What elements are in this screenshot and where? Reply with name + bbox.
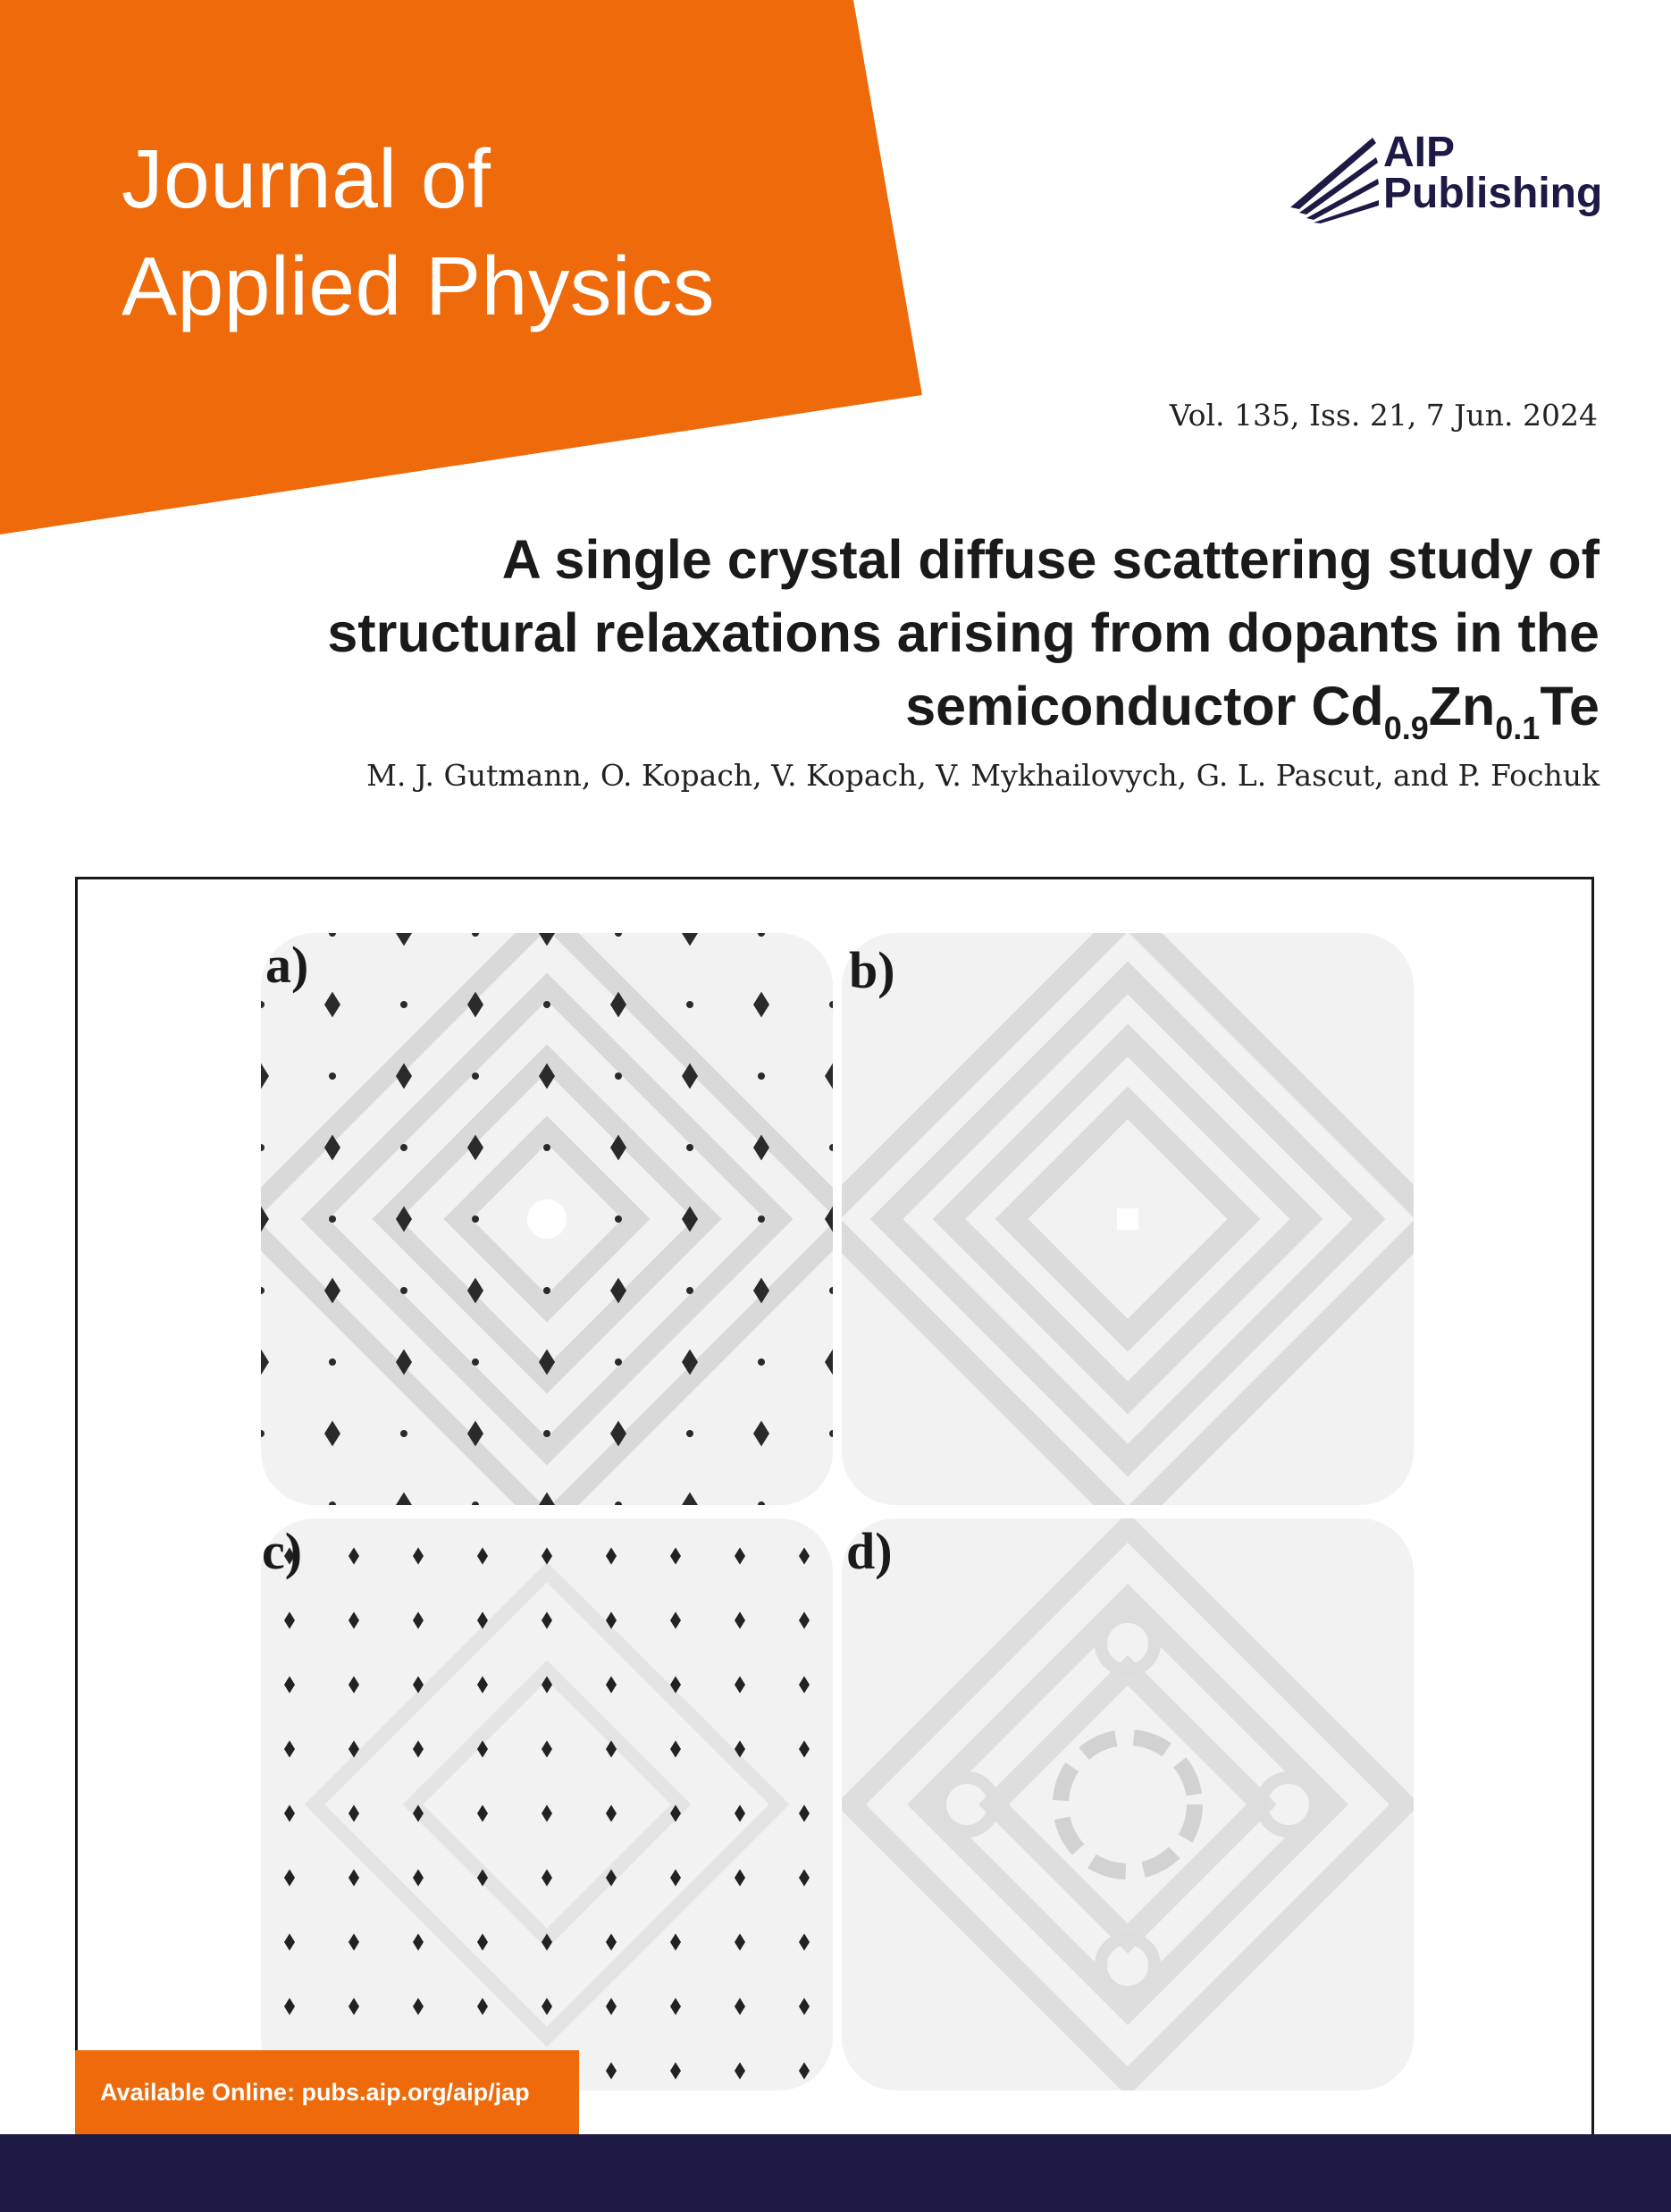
bragg-peak-small [400,1430,407,1437]
panel-d-image [842,1518,1414,2090]
journal-title [122,125,715,340]
bragg-peak-small [686,1001,693,1008]
bragg-peak-small [543,1430,550,1437]
author-list: M. J. Gutmann, O. Kopach, V. Kopach, V. Mykhailovych, G. L. Pascut, and P. Fochuk [366,758,1600,793]
bragg-peak-small [615,1358,622,1366]
bragg-peak-small [329,1358,336,1366]
bragg-peak [825,933,833,946]
beamstop [1117,1208,1138,1230]
bragg-peak-small [472,1215,479,1223]
bragg-peak-small [472,1072,479,1080]
bragg-peak-small [400,1001,407,1008]
publisher-wordmark [1383,129,1603,217]
bragg-peak-small [329,1215,336,1223]
cover-figure [75,877,1594,2137]
bragg-peak-small [615,1215,622,1223]
publisher-line2: Publishing [1383,170,1603,217]
panel-c-image [261,1518,833,2090]
bragg-peak-small [758,1215,765,1223]
panel-d-label: d) [846,1522,893,1580]
bragg-peak-small [400,1287,407,1294]
bragg-peak-small [686,1287,693,1294]
panel-c-label: c) [262,1522,303,1580]
bragg-peak-small [615,1072,622,1080]
bragg-peak-small [400,1144,407,1151]
bragg-peak-small [758,1072,765,1080]
bragg-peak-small [686,1430,693,1437]
bragg-peak-small [543,1144,550,1151]
article-title-line3 [98,669,1600,746]
bragg-peak-small [472,1358,479,1366]
available-online-badge[interactable]: Available Online: pubs.aip.org/aip/jap [75,2050,579,2134]
bragg-peak-small [686,1144,693,1151]
title-mid: Zn [1428,676,1496,736]
bragg-peak-small [329,1072,336,1080]
bragg-peak-small [543,1001,550,1008]
panel-b-label: b) [849,941,895,999]
publisher-line1: AIP [1383,129,1456,176]
title-sub2: 0.1 [1495,710,1541,746]
journal-title-line2: Applied Physics [122,240,715,332]
beamstop [527,1199,567,1239]
issue-info: Vol. 135, Iss. 21, 7 Jun. 2024 [1169,398,1598,433]
bragg-peak-small [758,1358,765,1366]
bragg-peak [825,1493,833,1505]
title-suffix: Te [1540,676,1600,736]
article-title-line1: A single crystal diffuse scattering study of [501,529,1600,590]
title-sub1: 0.9 [1383,710,1429,746]
bragg-peak-small [543,1287,550,1294]
panel-b-image [842,933,1414,1505]
footer-bar [0,2134,1671,2212]
panel-a-label: a) [265,936,309,994]
article-title-line2: structural relaxations arising from dopants in the [327,602,1600,663]
bragg-peak [261,1493,269,1505]
journal-title-line1: Journal of [122,132,491,225]
article-title [98,523,1600,746]
panel-a-image [261,933,833,1505]
title-prefix: semiconductor Cd [905,676,1384,736]
